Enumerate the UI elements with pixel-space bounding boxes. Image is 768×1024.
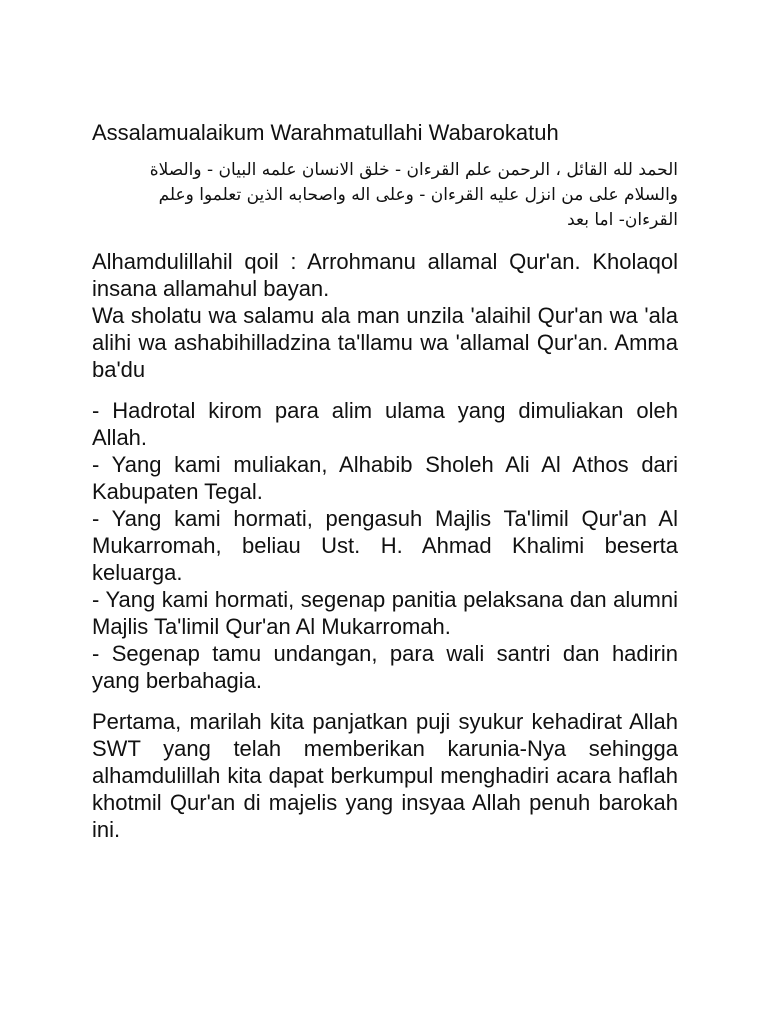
closing-paragraph: Pertama, marilah kita panjatkan puji syukur kehadirat Allah SWT yang telah memberikan karunia-Nya sehingga alhamdulillah kita dapat berkumpul menghadiri acara haflah khotmil Qur'an di majelis yang insyaa Allah penuh barokah ini. [92, 709, 678, 842]
salutation-item: - Yang kami hormati, pengasuh Majlis Ta'limil Qur'an Al Mukarromah, beliau Ust. H. Ahmad Khalimi beserta keluarga. [92, 506, 678, 585]
salutation-item: - Hadrotal kirom para alim ulama yang dimuliakan oleh Allah. [92, 398, 678, 450]
document-page [92, 118, 678, 843]
salutation-item: - Yang kami muliakan, Alhabib Sholeh Ali Al Athos dari Kabupaten Tegal. [92, 452, 678, 504]
opening-line: Wa sholatu wa salamu ala man unzila 'alaihil Qur'an wa 'ala alihi wa ashabihilladzina ta'llamu wa 'allamal Qur'an. Amma ba'du [92, 303, 678, 382]
salutation-item: - Segenap tamu undangan, para wali santri dan hadirin yang berbahagia. [92, 641, 678, 693]
greeting-heading: Assalamualaikum Warahmatullahi Wabarokatuh [92, 120, 559, 145]
opening-transliteration [92, 248, 678, 383]
opening-line: Alhamdulillahil qoil : Arrohmanu allamal Qur'an. Kholaqol insana allamahul bayan. [92, 249, 678, 301]
salutation-item: - Yang kami hormati, segenap panitia pelaksana dan alumni Majlis Ta'limil Qur'an Al Mukarromah. [92, 587, 678, 639]
salutations-list [92, 397, 678, 694]
arabic-opening: الحمد لله القائل ، الرحمن علم القرءان - خلق الانسان علمه البيان - والصلاة والسلام على من انزل عليه القرءان - وعلى اله واصحابه الذين تعلموا وعلم القرءان- اما بعد [149, 160, 678, 230]
